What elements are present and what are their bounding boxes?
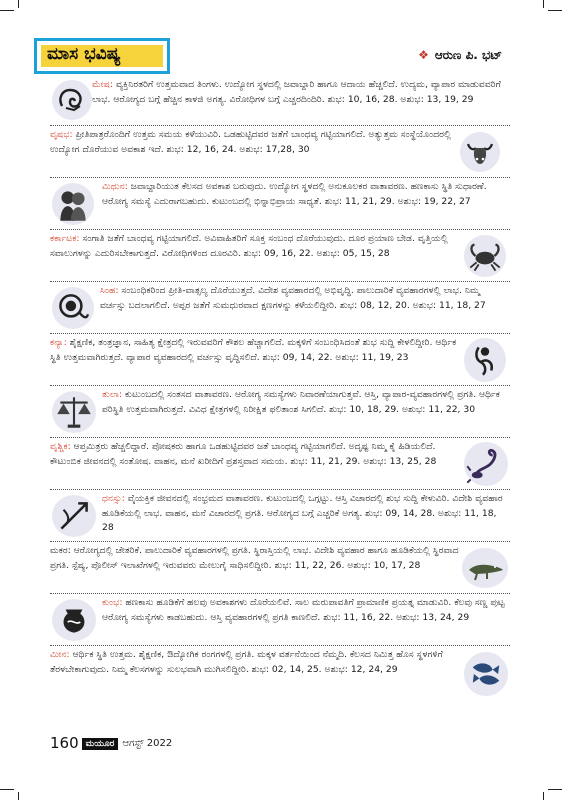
entry-text [50, 336, 460, 365]
entry-text [102, 388, 508, 417]
section-header [34, 38, 170, 74]
horoscope-entry-vrishchika [50, 438, 510, 490]
sign-name: ಕರ್ಕಾಟಕ: [50, 233, 80, 244]
issue-date: ಆಗಸ್ಟ್ 2022 [122, 738, 173, 749]
twins-icon [52, 183, 94, 225]
scales-icon [52, 391, 96, 433]
entry-text [50, 544, 460, 573]
diamond-icon: ❖ [418, 48, 429, 62]
entry-text [102, 180, 508, 209]
magazine-logo: ಮಯೂರ [82, 738, 119, 750]
entry-text [100, 284, 508, 313]
author-name: ಆರುಣ ಪಿ. ಭಟ್ [434, 48, 502, 62]
crop-mark-br-v [543, 792, 544, 800]
horoscope-entry-tula [50, 386, 510, 438]
entry-text [50, 232, 460, 261]
prediction: ಆಪ್ತಮಿತ್ರರು ಹೆಚ್ಚಲಿದ್ದಾರೆ. ಪೋಷಕರು ಹಾಗೂ ಒಡಹುಟ್ಟಿದವರ ಜತೆ ಬಾಂಧವ್ಯ ಗಟ್ಟಿಯಾಗಲಿದೆ. ಅದೃಷ್ಟ ನಿಮ್ಮ ಕೈ ಹಿಡಿಯಲಿದೆ. ಕೌಟುಂಬಿಕ ಜೀವನದಲ್ಲಿ ಸಂತೋಷ. ವಾಹನ, ಮನೆ ಖರೀದಿಗೆ ಪ್ರಶಸ್ತವಾದ ಸಮಯ. ಶುಭ: 11, 21, 29. ಅಶುಭ: 13, 25, 28 [50, 441, 437, 467]
page-footer [50, 733, 172, 752]
entry-text [50, 128, 455, 157]
entry-text [92, 78, 508, 107]
prediction: ಸಂಗಾತಿ ಜತೆಗೆ ಬಾಂಧವ್ಯ ಗಟ್ಟಿಯಾಗಲಿದೆ. ಅವಿವಾಹಿತರಿಗೆ ಸೂಕ್ತ ಸಂಬಂಧ ದೊರೆಯುವುದು. ದೂರ ಪ್ರಯಾಣ ಬೇಡ. ವೃತ್ತಿಯಲ್ಲಿ ಸವಾಲುಗಳನ್ನು ಎದುರಿಸಬೇಕಾಗುತ್ತದೆ. ವಿರೋಧಿಗಳಿಂದ ದೂರವಿರಿ. ಶುಭ: 09, 16, 22. ಅಶುಭ: 05, 15, 28 [50, 233, 448, 259]
bull-icon [460, 132, 500, 172]
crocodile-icon [462, 548, 508, 588]
sign-name: ಮೇಷ: [92, 79, 114, 90]
crop-mark-bl [0, 789, 14, 790]
sign-name: ಸಿಂಹ: [100, 285, 119, 296]
prediction: ಹಣಕಾಸು ಹೂಡಿಕೆಗೆ ಹಲವು ಅವಕಾಶಗಳು ದೊರೆಯಲಿವೆ. ಸಾಲ ಮರುಪಾವತಿಗೆ ಪ್ರಾಮಾಣಿಕ ಪ್ರಯತ್ನ ಮಾಡುವಿರಿ. ಕೆಲವು ಸಣ್ಣ ಪುಟ್ಟ ಆರೋಗ್ಯ ಸಮಸ್ಯೆಗಳು ಕಾಡಬಹುದು. ಆಸ್ತಿ ವ್ಯವಹಾರಗಳಲ್ಲಿ ಪ್ರಗತಿ ಕಾಣಲಿದೆ. ಶುಭ: 11, 16, 22. ಅಶುಭ: 13, 24, 29 [102, 597, 505, 623]
archer-icon [52, 495, 96, 537]
crop-mark-br [548, 789, 562, 790]
crop-mark-tr [548, 10, 562, 11]
scorpion-icon [464, 442, 508, 486]
horoscope-entry-meena [50, 646, 510, 700]
horoscope-list [50, 76, 510, 700]
prediction: ಜವಾಬ್ದಾರಿಯುತ ಕೆಲಸದ ಅವಕಾಶ ಬರುವುದು. ಉದ್ಯೋಗ ಸ್ಥಳದಲ್ಲಿ ಅನುಕೂಲಕರ ವಾತಾವರಣ. ಹಣಕಾಸು ಸ್ಥಿತಿ ಸುಧಾರಣೆ. ಆರೋಗ್ಯ ಸಮಸ್ಯೆ ಎದುರಾಗಬಹುದು. ಕುಟುಂಬದಲ್ಲಿ ಭಿನ್ನಾಭಿಪ್ರಾಯ ಸಾಧ್ಯತೆ. ಶುಭ: 11, 21, 29. ಅಶುಭ: 19, 22, 27 [102, 181, 487, 207]
entry-text [50, 440, 460, 469]
lion-icon [52, 287, 94, 329]
horoscope-entry-vrishabha [50, 126, 510, 178]
horoscope-entry-makara [50, 542, 510, 594]
prediction: ಪ್ರೀತಿಪಾತ್ರರೊಂದಿಗೆ ಉತ್ತಮ ಸಮಯ ಕಳೆಯುವಿರಿ. ಒಡಹುಟ್ಟಿದವರ ಜತೆಗೆ ಬಾಂಧವ್ಯ ಗಟ್ಟಿಯಾಗಲಿದೆ. ಅತ್ಯುತ್ತಮ ಸಂಸ್ಥೆಯೊಂದರಲ್ಲಿ ಉದ್ಯೋಗ ದೊರೆಯುವ ಅವಕಾಶ ಇದೆ. ಶುಭ: 12, 16, 24. ಅಶುಭ: 17,28, 30 [50, 129, 451, 155]
sign-name: ಮೀನ: [50, 649, 70, 660]
virgo-icon [464, 338, 506, 382]
prediction: ವ್ಯಕ್ತಿನಿರತರಿಗೆ ಉತ್ತಮವಾದ ತಿಂಗಳು. ಉದ್ಯೋಗ ಸ್ಥಳದಲ್ಲಿ ಜವಾಬ್ದಾರಿ ಹಾಗೂ ಆದಾಯ ಹೆಚ್ಚಲಿದೆ. ಉದ್ಯಮ, ವ್ಯಾಪಾರ ಮಾಡುವವರಿಗೆ ಲಾಭ. ಆರೋಗ್ಯದ ಬಗ್ಗೆ ಹೆಚ್ಚಿನ ಕಾಳಜಿ ಅಗತ್ಯ. ವಿರೋಧಿಗಳ ಬಗ್ಗೆ ಎಚ್ಚರದಿಂದಿರಿ. ಶುಭ: 10, 16, 28. ಅಶುಭ: 13, 19, 29 [92, 79, 501, 105]
sign-name: ಧನಸ್ಸು: [102, 493, 125, 504]
author-byline [418, 48, 502, 63]
horoscope-entry-mithuna [50, 178, 510, 230]
ram-icon [52, 80, 92, 120]
prediction: ಆರ್ಥಿಕ ಸ್ಥಿತಿ ಉತ್ತಮ. ಶೈಕ್ಷಣಿಕ, ಔದ್ಯೋಗಿಕ ರಂಗಗಳಲ್ಲಿ ಪ್ರಗತಿ. ಮಕ್ಕಳ ವರ್ತನೆಯಿಂದ ನೆಮ್ಮದಿ. ಕೆಲಸದ ನಿಮಿತ್ತ ಹೊಸ ಸ್ಥಳಗಳಿಗೆ ತೆರಳಬೇಕಾಗುವುದು. ನಿಮ್ಮ ಕೆಲಸಗಳನ್ನು ಸುಲಭವಾಗಿ ಮುಗಿಸಲಿದ್ದೀರಿ. ಶುಭ: 02, 14, 25. ಅಶುಭ: 12, 24, 29 [50, 649, 443, 675]
sign-name: ವೃಷಭ: [50, 129, 73, 140]
sign-name: ಕನ್ಯಾ: [50, 337, 67, 348]
sign-name: ಕುಂಭ: [102, 597, 123, 608]
prediction: ಮಕರ: ಆರೋಗ್ಯದಲ್ಲಿ ಚೇತರಿಕೆ. ಪಾಲುದಾರಿಕೆ ವ್ಯವಹಾರಗಳಲ್ಲಿ ಪ್ರಗತಿ. ಸ್ಥಿರಾಸ್ತಿಯಲ್ಲಿ ಲಾಭ. ವಿದೇಶಿ ವ್ಯವಹಾರ ಹಾಗೂ ಹೂಡಿಕೆಯಲ್ಲಿ ಸ್ಥಿರವಾದ ಪ್ರಗತಿ. ಸ್ಪೆಷ್ಯ, ಪೊಲೀಸ್ ಇಲಾಖೆಗಳಲ್ಲಿ ಇರುವವರು ಮೇಲುಗೈ ಸಾಧಿಸಲಿದ್ದೀರಿ. ಶುಭ: 11, 22, 26. ಅಶುಭ: 10, 17, 28 [50, 545, 459, 571]
horoscope-entry-karkataka [50, 230, 510, 282]
crop-mark-tl-v [18, 0, 19, 8]
prediction: ವೈಯಕ್ತಿಕ ಜೀವನದಲ್ಲಿ ಸಂಭ್ರಮದ ವಾತಾವರಣ. ಕುಟುಂಬದಲ್ಲಿ ಒಗ್ಗಟ್ಟು. ಆಸ್ತಿ ವಿಚಾರದಲ್ಲಿ ಶುಭ ಸುದ್ದಿ ಕೇಳುವಿರಿ. ವಿದೇಶಿ ವ್ಯವಹಾರ ಹೂಡಿಕೆಯಲ್ಲಿ ಲಾಭ. ವಾಹನ, ಮನೆ ವಿಚಾರದಲ್ಲಿ ಪ್ರಗತಿ. ಆರೋಗ್ಯದ ಬಗ್ಗೆ ಎಚ್ಚರಿಕೆ ಅಗತ್ಯ. ಶುಭ: 09, 14, 28. ಅಶುಭ: 11, 18, 28 [102, 493, 503, 534]
water-pot-icon [52, 599, 96, 641]
crop-mark-tl [0, 10, 14, 11]
prediction: ಸಂಬಂಧಿಕರಿಂದ ಪ್ರೀತಿ-ವಾತ್ಸಲ್ಯ ದೊರೆಯುತ್ತದೆ. ವಿದೇಶ ವ್ಯವಹಾರದಲ್ಲಿ ಅಭಿವೃದ್ಧಿ. ಪಾಲುದಾರಿಕೆ ವ್ಯವಹಾರಗಳಲ್ಲಿ ಲಾಭ. ನಿಮ್ಮ ವರ್ಚಸ್ಸು ಬದಲಾಗಲಿದೆ. ಅಪ್ಪರ ಜತೆಗೆ ಸುಮಧುರವಾದ ಕ್ಷಣಗಳನ್ನು ಕಳೆಯಲಿದ್ದೀರಿ. ಶುಭ: 08, 12, 20. ಅಶುಭ: 11, 18, 27 [100, 285, 486, 311]
prediction: ಕುಟುಂಬದಲ್ಲಿ ಸಂತಸದ ವಾತಾವರಣ. ಆರೋಗ್ಯ ಸಮಸ್ಯೆಗಳು ನಿವಾರಣೆಯಾಗುತ್ತವೆ. ಆಸ್ತಿ, ವ್ಯಾಪಾರ-ವ್ಯವಹಾರಗಳಲ್ಲಿ ಪ್ರಗತಿ. ಆರ್ಥಿಕ ಪರಿಸ್ಥಿತಿ ಉತ್ತಮವಾಗಿರುತ್ತದೆ. ವಿವಿಧ ಕ್ಷೇತ್ರಗಳಲ್ಲಿ ನಿರೀಕ್ಷಿತ ಫಲಿತಾಂಶ ಸಿಗಲಿದೆ. ಶುಭ: 10, 18, 29. ಅಶುಭ: 11, 22, 30 [102, 389, 500, 415]
horoscope-entry-kumbha [50, 594, 510, 646]
fish-icon [464, 652, 508, 696]
entry-text [50, 648, 460, 677]
crop-mark-bl-v [18, 792, 19, 800]
sign-name: ತುಲಾ: [102, 389, 123, 400]
prediction: ಶೈಕ್ಷಣಿಕ, ತಂತ್ರಜ್ಞಾನ, ಸಾಹಿತ್ಯ ಕ್ಷೇತ್ರದಲ್ಲಿ ಇರುವವರಿಗೆ ಕೌಶಲ ಹೆಚ್ಚಾಗಲಿದೆ. ಮಕ್ಕಳಿಗೆ ಸಂಬಂಧಿಸಿದಂತೆ ಶುಭ ಸುದ್ದಿ ಕೇಳಲಿದ್ದೀರಿ. ಆರ್ಥಿಕ ಸ್ಥಿತಿ ಉತ್ತಮವಾಗಿರುತ್ತದೆ. ವ್ಯಾಪಾರ ವ್ಯವಹಾರದಲ್ಲಿ ವರ್ಚಸ್ಸು ವೃದ್ಧಿಸಲಿದೆ. ಶುಭ: 09, 14, 22. ಅಶುಭ: 11, 19, 23 [50, 337, 457, 363]
horoscope-entry-dhanassu [50, 490, 510, 542]
horoscope-entry-kanya [50, 334, 510, 386]
page-number: 160 [50, 734, 79, 752]
horoscope-entry-simha [50, 282, 510, 334]
entry-text [102, 596, 508, 625]
crop-mark-tr-v [543, 0, 544, 8]
page-title: ಮಾಸ ಭವಿಷ್ಯ [47, 44, 121, 64]
horoscope-entry-mesha [50, 76, 510, 126]
entry-text [102, 492, 508, 536]
crab-icon [464, 235, 506, 277]
sign-name: ವೃಶ್ಚಿಕ: [50, 441, 71, 452]
sign-name: ಮಿಥುನ: [102, 181, 128, 192]
